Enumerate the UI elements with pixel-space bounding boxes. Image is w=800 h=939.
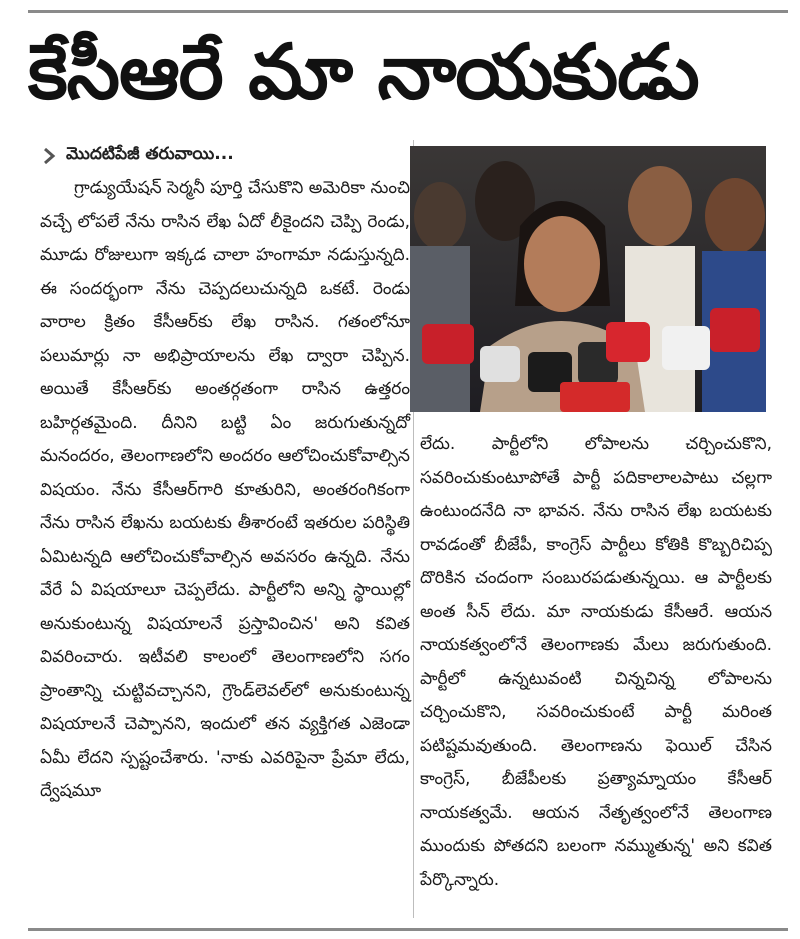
article-column-right	[420, 428, 772, 897]
article-body-right: లేదు. పార్టీలోని లోపాలను చర్చించుకొని, సవరించుకుంటూపోతే పార్టీ పదికాలాలపాటు చల్లగా ఉంటుందనేది నా భావన. నేను రాసిన లేఖ బయటకు రావడంతో బీజేపీ, కాంగ్రెస్ పార్టీలు కోతికి కొబ్బరిచిప్ప దొరికిన చందంగా సంబురపడుతున్నయి. ఆ పార్టీలకు అంత సీన్ లేదు. మా నాయకుడు కేసీఆరే. ఆయన నాయకత్వంలోనే తెలంగాణకు మేలు జరుగుతుంది. పార్టీలో ఉన్నటువంటి చిన్నచిన్న లోపాలను చర్చించుకొని, సవరించుకుంటే పార్టీ మరింత పటిష్టమవుతుంది. తెలంగాణను ఫెయిల్ చేసిన కాంగ్రెస్, బీజేపీలకు ప్రత్యామ్నాయం కేసీఆర్ నాయకత్వమే. ఆయన నేతృత్వంలోనే తెలంగాణ ముందుకు పోతదని బలంగా నమ్ముతున్న' అని కవిత పేర్కొన్నారు.	[420, 434, 772, 890]
news-photo	[410, 146, 766, 412]
chevron-right-icon	[40, 147, 58, 165]
jump-label: మొదటిపేజీ తరువాయి...	[66, 144, 234, 164]
article-column-left	[40, 140, 410, 809]
bottom-rule	[28, 928, 788, 931]
headline: కేసీఆరే మా నాయకుడు	[28, 27, 699, 116]
article-body-left: గ్రాడ్యుయేషన్ సెర్మనీ పూర్తి చేసుకొని అమెరికా నుంచి వచ్చే లోపలే నేను రాసిన లేఖ ఏదో లీకైందని చెప్పి రెండు, మూడు రోజులుగా ఇక్కడ చాలా హంగామా నడుస్తున్నది. ఈ సందర్భంగా నేను చెప్పదలుచున్నది ఒకటే. రెండు వారాల క్రితం కేసీఆర్‌కు లేఖ రాసిన. గతంలోనూ పలుమార్లు నా అభిప్రాయాలను లేఖ ద్వారా చెప్పిన. అయితే కేసీఆర్‌కు అంతర్గతంగా రాసిన ఉత్తరం బహిర్గతమైంది. దీనిని బట్టి ఏం జరుగుతున్నదో మనందరం, తెలంగాణలోని అందరం ఆలోచించుకోవాల్సిన విషయం. నేను కేసీఆర్‌గారి కూతురిని, అంతరంగికంగా నేను రాసిన లేఖను బయటకు తీశారంటే ఇతరుల పరిస్థితి ఏమిటన్నది ఆలోచించుకోవాల్సిన అవసరం ఉన్నది. నేను వేరే ఏ విషయాలూ చెప్పలేదు. పార్టీలోని అన్ని స్థాయిల్లో అనుకుంటున్న విషయాలనే ప్రస్తావించిన' అని కవిత వివరించారు. ఇటీవలి కాలంలో తెలంగాణలోని సగం ప్రాంతాన్ని చుట్టివచ్చానని, గ్రౌండ్‌లెవల్‌లో అనుకుంటున్న విషయాలనే చెప్పానని, ఇందులో తన వ్యక్తిగత ఎజెండా ఏమీ లేదని స్పష్టంచేశారు. 'నాకు ఎవరిపైనా ప్రేమా లేదు, ద్వేషమూ	[40, 178, 410, 801]
top-rule	[28, 10, 788, 13]
continued-from-front-page	[40, 140, 410, 172]
